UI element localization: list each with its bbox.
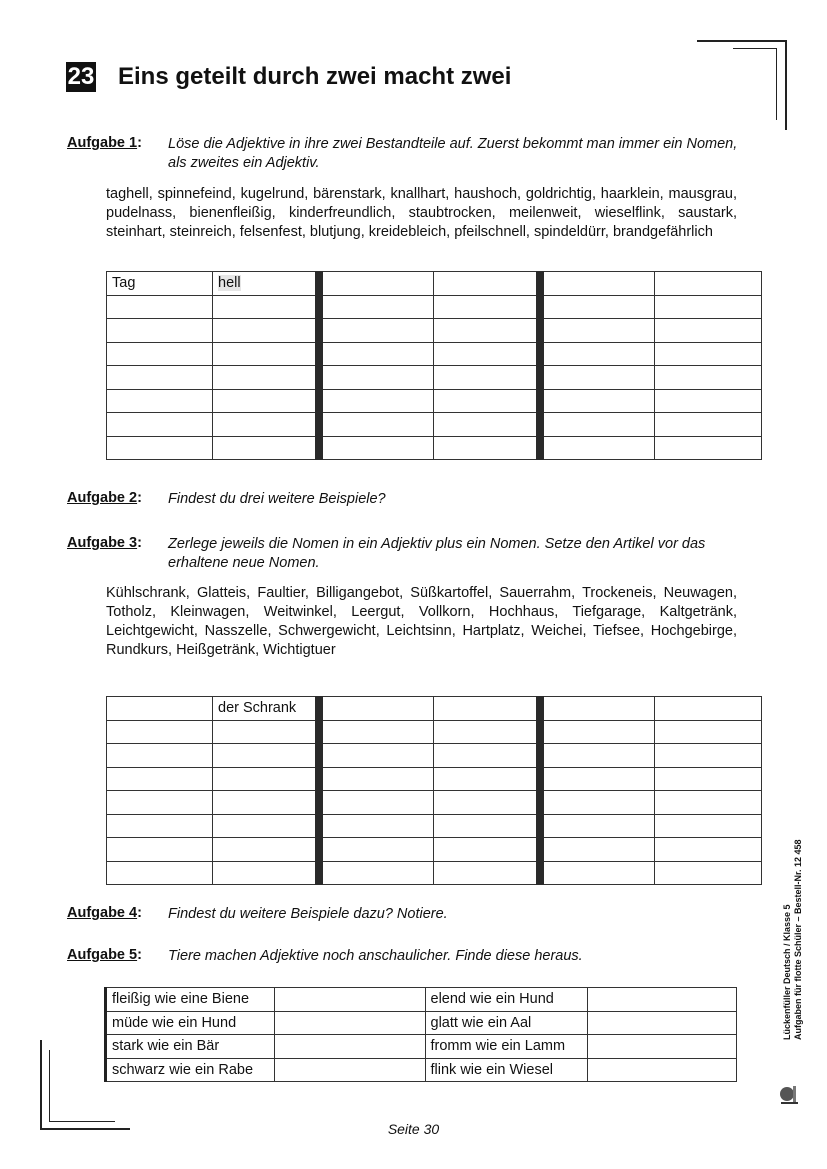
grid-cell[interactable] bbox=[107, 295, 213, 319]
aufgabe-1-word-list: taghell, spinnefeind, kugelrund, bärenstark, knallhart, haushoch, goldrichtig, haarklein, mausgrau, pudelnass, bienenfleißig, kinderfreundlich, staubtrocken, meilenweit, wieselflink, saustark, steinhart, steinreich, felsenfest, blutjung, kreidebleich, pfeilschnell, spindeldürr, brandgefährlich bbox=[106, 186, 737, 240]
grid-cell[interactable] bbox=[319, 744, 434, 768]
table-row bbox=[106, 1035, 737, 1059]
animal-phrase: fromm wie ein Lamm bbox=[425, 1035, 587, 1059]
grid-cell[interactable] bbox=[655, 767, 762, 791]
corner-bottom-v2 bbox=[49, 1050, 50, 1122]
grid-cell[interactable] bbox=[434, 767, 540, 791]
grid-cell-noun[interactable]: Tag bbox=[107, 272, 213, 296]
grid-cell[interactable] bbox=[540, 814, 655, 838]
grid-cell[interactable] bbox=[107, 366, 213, 390]
grid-cell[interactable] bbox=[213, 366, 319, 390]
aufgabe-3-grid bbox=[106, 696, 762, 885]
animal-phrase: elend wie ein Hund bbox=[425, 988, 587, 1012]
aufgabe-2-text: Findest du drei weitere Beispiele? bbox=[168, 491, 386, 507]
table-row bbox=[107, 389, 762, 413]
grid-cell[interactable] bbox=[655, 838, 762, 862]
table-row bbox=[107, 436, 762, 460]
grid-cell[interactable] bbox=[107, 319, 213, 343]
grid-cell[interactable] bbox=[107, 413, 213, 437]
grid-cell[interactable] bbox=[107, 861, 213, 885]
sidebar-publication-info: Lückenfüller Deutsch / Klasse 5 Aufgaben für flotte Schüler – Bestell-Nr. 12 458 bbox=[782, 839, 803, 1040]
aufgabe-3-text: Zerlege jeweils die Nomen in ein Adjektiv plus ein Nomen. Setze den Artikel vor das erhaltene neue Nomen. bbox=[168, 536, 706, 571]
grid-cell[interactable] bbox=[434, 272, 540, 296]
table-row bbox=[107, 861, 762, 885]
table-row bbox=[107, 720, 762, 744]
grid-cell[interactable] bbox=[655, 319, 762, 343]
grid-cell[interactable] bbox=[434, 697, 540, 721]
grid-cell[interactable] bbox=[540, 319, 655, 343]
grid-cell[interactable] bbox=[107, 720, 213, 744]
grid-cell[interactable] bbox=[213, 389, 319, 413]
grid-cell[interactable] bbox=[655, 697, 762, 721]
grid-cell[interactable] bbox=[655, 389, 762, 413]
answer-cell[interactable] bbox=[275, 988, 425, 1012]
grid-cell[interactable] bbox=[540, 413, 655, 437]
grid-cell[interactable] bbox=[319, 319, 434, 343]
grid-cell[interactable] bbox=[434, 389, 540, 413]
grid-cell[interactable] bbox=[540, 272, 655, 296]
grid-cell[interactable] bbox=[434, 319, 540, 343]
animal-phrase: müde wie ein Hund bbox=[106, 1011, 275, 1035]
page-number: Seite 30 bbox=[387, 1121, 440, 1137]
grid-cell[interactable] bbox=[540, 861, 655, 885]
answer-cell[interactable] bbox=[275, 1058, 425, 1082]
grid-cell[interactable] bbox=[107, 838, 213, 862]
grid-cell[interactable] bbox=[655, 342, 762, 366]
grid-cell[interactable] bbox=[213, 720, 319, 744]
grid-cell-example[interactable]: der Schrank bbox=[213, 697, 319, 721]
grid-cell[interactable] bbox=[107, 436, 213, 460]
aufgabe-5-table bbox=[104, 987, 737, 1082]
grid-cell[interactable] bbox=[319, 814, 434, 838]
grid-cell[interactable] bbox=[434, 861, 540, 885]
table-row bbox=[107, 838, 762, 862]
aufgabe-1-label: Aufgabe 1: bbox=[67, 135, 142, 151]
table-row bbox=[107, 319, 762, 343]
grid-cell[interactable] bbox=[655, 436, 762, 460]
grid-cell[interactable] bbox=[540, 720, 655, 744]
grid-cell[interactable] bbox=[655, 413, 762, 437]
grid-cell[interactable] bbox=[540, 791, 655, 815]
table-row bbox=[107, 366, 762, 390]
grid-cell[interactable] bbox=[319, 366, 434, 390]
aufgabe-3-label: Aufgabe 3: bbox=[67, 535, 142, 551]
aufgabe-5-label: Aufgabe 5: bbox=[67, 947, 142, 963]
grid-cell[interactable] bbox=[434, 838, 540, 862]
aufgabe-5-text: Tiere machen Adjektive noch anschaulicher. Finde diese heraus. bbox=[168, 948, 583, 964]
grid-cell[interactable] bbox=[434, 791, 540, 815]
grid-cell[interactable] bbox=[540, 767, 655, 791]
grid-cell[interactable] bbox=[655, 295, 762, 319]
corner-top-h1 bbox=[697, 40, 787, 42]
grid-cell[interactable] bbox=[540, 366, 655, 390]
grid-cell[interactable] bbox=[655, 814, 762, 838]
animal-phrase: fleißig wie eine Biene bbox=[106, 988, 275, 1012]
chapter-number: 23 bbox=[67, 63, 95, 90]
grid-cell[interactable] bbox=[434, 814, 540, 838]
grid-cell[interactable] bbox=[540, 744, 655, 768]
answer-cell[interactable] bbox=[587, 988, 736, 1012]
table-row bbox=[106, 1011, 737, 1035]
table-row bbox=[107, 814, 762, 838]
grid-cell[interactable] bbox=[434, 720, 540, 744]
publisher-logo-icon bbox=[778, 1082, 800, 1106]
grid-cell[interactable] bbox=[319, 272, 434, 296]
grid-cell[interactable] bbox=[655, 272, 762, 296]
grid-cell[interactable] bbox=[434, 366, 540, 390]
grid-cell[interactable] bbox=[319, 861, 434, 885]
grid-cell[interactable] bbox=[107, 697, 213, 721]
aufgabe-4-text: Findest du weitere Beispiele dazu? Notiere. bbox=[168, 906, 448, 922]
table-row bbox=[107, 744, 762, 768]
grid-cell[interactable] bbox=[655, 744, 762, 768]
grid-cell[interactable] bbox=[107, 767, 213, 791]
grid-cell[interactable] bbox=[319, 791, 434, 815]
grid-cell[interactable] bbox=[434, 342, 540, 366]
page-title: Eins geteilt durch zwei macht zwei bbox=[118, 63, 512, 90]
grid-cell[interactable] bbox=[107, 389, 213, 413]
grid-cell[interactable] bbox=[319, 720, 434, 744]
animal-phrase: flink wie ein Wiesel bbox=[425, 1058, 587, 1082]
corner-top-v1 bbox=[785, 40, 787, 130]
corner-top-v2 bbox=[776, 48, 777, 120]
table-row bbox=[107, 767, 762, 791]
answer-cell[interactable] bbox=[275, 1011, 425, 1035]
grid-cell[interactable] bbox=[540, 295, 655, 319]
grid-cell[interactable] bbox=[107, 814, 213, 838]
table-row bbox=[107, 295, 762, 319]
aufgabe-3-word-list: Kühlschrank, Glatteis, Faultier, Billigangebot, Süßkartoffel, Sauerrahm, Trockeneis, Neuwagen, Totholz, Kleinwagen, Weitwinkel, Leergut, Vollkorn, Hochhaus, Tiefgarage, Kaltgetränk, Leichtgewicht, Nasszelle, Schwergewicht, Leichtsinn, Hartplatz, Weichei, Tiefsee, Hochgebirge, Rundkurs, Heißgetränk, Wichtigtuer bbox=[106, 585, 737, 658]
grid-cell[interactable] bbox=[540, 697, 655, 721]
grid-cell[interactable] bbox=[434, 413, 540, 437]
aufgabe-1-text: Löse die Adjektive in ihre zwei Bestandteile auf. Zuerst bekommt man immer ein Nomen, als zweites ein Adjektiv. bbox=[168, 136, 738, 171]
grid-cell[interactable] bbox=[213, 319, 319, 343]
grid-cell[interactable] bbox=[655, 791, 762, 815]
grid-cell[interactable] bbox=[540, 342, 655, 366]
corner-bottom-v1 bbox=[40, 1040, 42, 1130]
table-row bbox=[107, 413, 762, 437]
answer-cell[interactable] bbox=[275, 1035, 425, 1059]
grid-cell[interactable] bbox=[319, 342, 434, 366]
grid-cell[interactable] bbox=[319, 697, 434, 721]
aufgabe-2-label: Aufgabe 2: bbox=[67, 490, 142, 506]
grid-cell[interactable] bbox=[540, 838, 655, 862]
grid-cell[interactable] bbox=[213, 791, 319, 815]
grid-cell[interactable] bbox=[319, 295, 434, 319]
grid-cell[interactable] bbox=[319, 413, 434, 437]
grid-cell[interactable] bbox=[434, 744, 540, 768]
grid-cell[interactable] bbox=[213, 342, 319, 366]
grid-cell[interactable] bbox=[213, 767, 319, 791]
grid-cell[interactable] bbox=[540, 389, 655, 413]
grid-cell[interactable] bbox=[434, 295, 540, 319]
table-row bbox=[107, 697, 762, 721]
grid-cell[interactable] bbox=[213, 814, 319, 838]
grid-cell[interactable] bbox=[213, 861, 319, 885]
grid-cell[interactable] bbox=[655, 366, 762, 390]
answer-cell[interactable] bbox=[587, 1058, 736, 1082]
animal-phrase: stark wie ein Bär bbox=[106, 1035, 275, 1059]
grid-cell[interactable] bbox=[319, 436, 434, 460]
grid-cell[interactable] bbox=[213, 838, 319, 862]
grid-cell[interactable] bbox=[107, 744, 213, 768]
grid-cell[interactable] bbox=[107, 791, 213, 815]
grid-cell-adjective[interactable]: hell bbox=[213, 272, 319, 296]
grid-cell[interactable] bbox=[655, 861, 762, 885]
answer-cell[interactable] bbox=[587, 1035, 736, 1059]
grid-cell[interactable] bbox=[655, 720, 762, 744]
grid-cell[interactable] bbox=[434, 436, 540, 460]
grid-cell[interactable] bbox=[213, 295, 319, 319]
aufgabe-4-label: Aufgabe 4: bbox=[67, 905, 142, 921]
grid-cell[interactable] bbox=[213, 436, 319, 460]
grid-cell[interactable] bbox=[213, 744, 319, 768]
table-row bbox=[106, 988, 737, 1012]
table-row bbox=[106, 1058, 737, 1082]
grid-cell[interactable] bbox=[107, 342, 213, 366]
answer-cell[interactable] bbox=[587, 1011, 736, 1035]
table-row bbox=[107, 791, 762, 815]
aufgabe-1-grid bbox=[106, 271, 762, 460]
grid-cell[interactable] bbox=[319, 389, 434, 413]
grid-cell[interactable] bbox=[319, 767, 434, 791]
grid-cell[interactable] bbox=[319, 838, 434, 862]
table-row bbox=[107, 272, 762, 296]
table-row bbox=[107, 342, 762, 366]
grid-cell[interactable] bbox=[213, 413, 319, 437]
corner-top-h2 bbox=[733, 48, 777, 49]
animal-phrase: schwarz wie ein Rabe bbox=[106, 1058, 275, 1082]
grid-cell[interactable] bbox=[540, 436, 655, 460]
animal-phrase: glatt wie ein Aal bbox=[425, 1011, 587, 1035]
